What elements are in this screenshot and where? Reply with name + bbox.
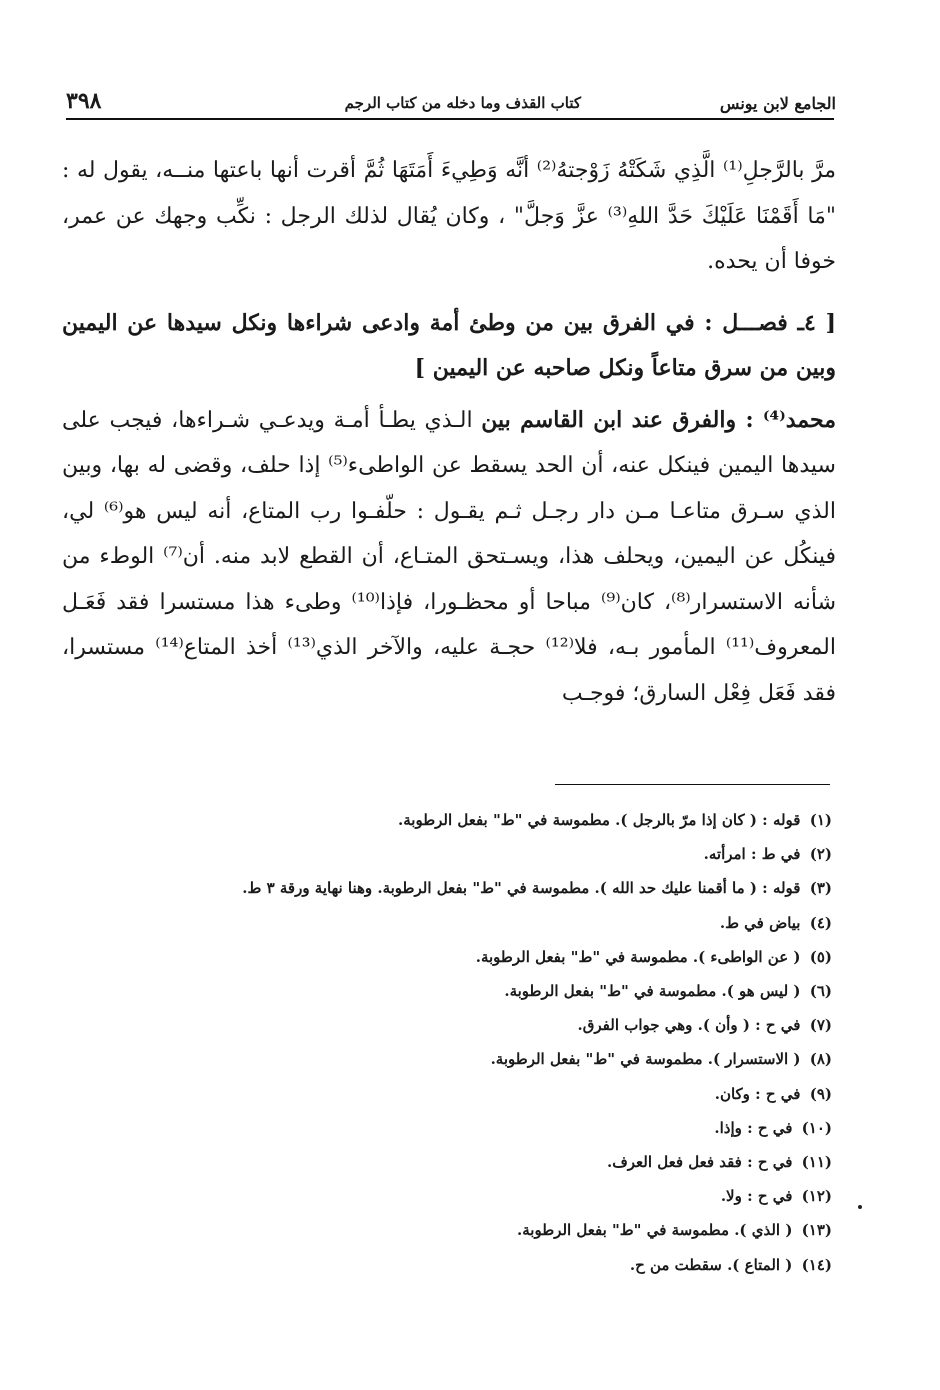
- footnote-item: [60, 940, 832, 974]
- footnote-item: [60, 803, 832, 837]
- footnote-text: ( المتاع ). سقطت من ح.: [629, 1255, 793, 1274]
- footnote-number: (١١): [801, 1153, 832, 1172]
- footnote-number: (٣): [809, 879, 832, 898]
- footnote-text: في ح : فقد فعل فعل العرف.: [607, 1153, 793, 1172]
- paragraph-2-lead: محمد⁽⁴⁾ : والفرق عند ابن القاسم بين: [481, 406, 836, 433]
- footnote-number: (١٣): [801, 1221, 832, 1240]
- footnote-item: [60, 974, 832, 1008]
- footnote-item: [60, 837, 832, 871]
- footnote-text: في ح : وكان.: [714, 1084, 801, 1103]
- footnote-text: بياض في ط.: [719, 913, 801, 932]
- footnote-number: (١٢): [801, 1187, 832, 1206]
- paragraph-1: مرَّ بالرَّجلِ⁽¹⁾ الَّذِي شَكَتْهُ زَوْجتهُ⁽²⁾ أنَّه وَطِيءَ أَمَتَهَا ثُمَّ أقرت أنها باعتها منــه، يقول له : "مَا أَقَمْنَا عَلَيْكَ حَدَّ اللهِ⁽³⁾ عزَّ وَجلَّ" ، وكان يُقال لذلك الرجل : نكِّب وجهك عن عمر، خوفا أن يحده.: [62, 158, 837, 274]
- footnote-item: [60, 1008, 832, 1042]
- footnote-number: (٢): [809, 845, 832, 864]
- footnote-number: (٨): [809, 1050, 832, 1069]
- footnote-item: [60, 1145, 832, 1179]
- footnote-number: (١٠): [801, 1118, 832, 1137]
- footnote-item: [60, 1042, 832, 1076]
- footnote-item: [60, 1248, 832, 1282]
- header-book-title: الجامع لابن يونس: [719, 94, 836, 113]
- footnote-item: [60, 871, 832, 905]
- main-text: [62, 148, 836, 716]
- footnote-text: قوله : ( ما أقمنا عليك حد الله ). مطموسة في "ط" بفعل الرطوبة. وهنا نهاية ورقة ٣ ط.: [242, 879, 801, 898]
- footnote-text: قوله : ( كان إذا مرّ بالرجل ). مطموسة في "ط" بفعل الرطوبة.: [398, 811, 801, 829]
- page-number: ٣٩٨: [66, 88, 102, 114]
- footnote-item: [60, 1077, 832, 1111]
- footnote-separator: [555, 784, 830, 785]
- footnote-text: في ط : امرأته.: [703, 845, 801, 864]
- footnote-text: في ح : وإذا.: [714, 1118, 793, 1137]
- footnotes-list: [60, 803, 832, 1282]
- footnote-text: ( الذي ). مطموسة في "ط" بفعل الرطوبة.: [517, 1221, 793, 1240]
- footnote-item: [60, 906, 832, 940]
- footnote-text: في ح : ( وأن ). وهي جواب الفرق.: [577, 1016, 801, 1035]
- section-title: [ ٤ـ فصـــل : في الفرق بين من وطئ أمة وادعى شراءها ونكل سيدها عن اليمين وبين من سرق متاعاً ونكل صاحبه عن اليمين ]: [62, 309, 836, 381]
- footnote-text: في ح : ولا.: [720, 1187, 793, 1206]
- footnote-number: (٧): [809, 1016, 832, 1035]
- scan-speck: [858, 1205, 862, 1209]
- footnote-number: (٩): [809, 1084, 832, 1103]
- paragraph-2: [62, 398, 836, 717]
- header-chapter-title: كتاب القذف وما دخله من كتاب الرجم: [344, 94, 581, 112]
- footnote-number: (٦): [809, 982, 832, 1001]
- footnote-item: [60, 1111, 832, 1145]
- footnote-text: ( ليس هو ). مطموسة في "ط" بفعل الرطوبة.: [504, 982, 801, 1001]
- footnote-item: [60, 1213, 832, 1247]
- paragraph-2-text: الـذي يطـأ أمـة ويدعـي شـراءها، فيجب على سيدها اليمين فينكل عنه، أن الحد يسقط عن الواطىء⁽⁵⁾ إذا حلف، وقضى له بها، وبين الذي سـرق متاعـا مـن دار رجـل ثـم يقـول : حلّفـوا رب المتاع، أنه ليس هو⁽⁶⁾ لي، فينكُل عن اليمين، ويحلف هذا، ويسـتحق المتـاع، أن القطع لابد منه. أن⁽⁷⁾ الوطء من شأنه الاستسرار⁽⁸⁾، كان⁽⁹⁾ مباحا أو محظـورا، فإذا⁽¹⁰⁾ وطىء هذا مستسرا فقد فَعَـل المعروف⁽¹¹⁾ المأمور بـه، فلا⁽¹²⁾ حجـة عليه، والآخر الذي⁽¹³⁾ أخذ المتاع⁽¹⁴⁾ مستسرا، فقد فَعَل فِعْل السارق؛ فوجـب: [62, 407, 837, 706]
- running-header: [66, 88, 836, 118]
- footnote-number: (٤): [809, 913, 832, 932]
- footnote-number: (١٤): [801, 1255, 832, 1274]
- footnote-item: [60, 1179, 832, 1213]
- footnote-text: ( عن الواطىء ). مطموسة في "ط" بفعل الرطوبة.: [475, 947, 801, 966]
- footnote-text: ( الاستسرار ). مطموسة في "ط" بفعل الرطوبة.: [490, 1050, 801, 1069]
- footnote-number: (٥): [809, 947, 832, 966]
- header-rule: [66, 118, 834, 120]
- footnote-number: (١): [809, 811, 832, 829]
